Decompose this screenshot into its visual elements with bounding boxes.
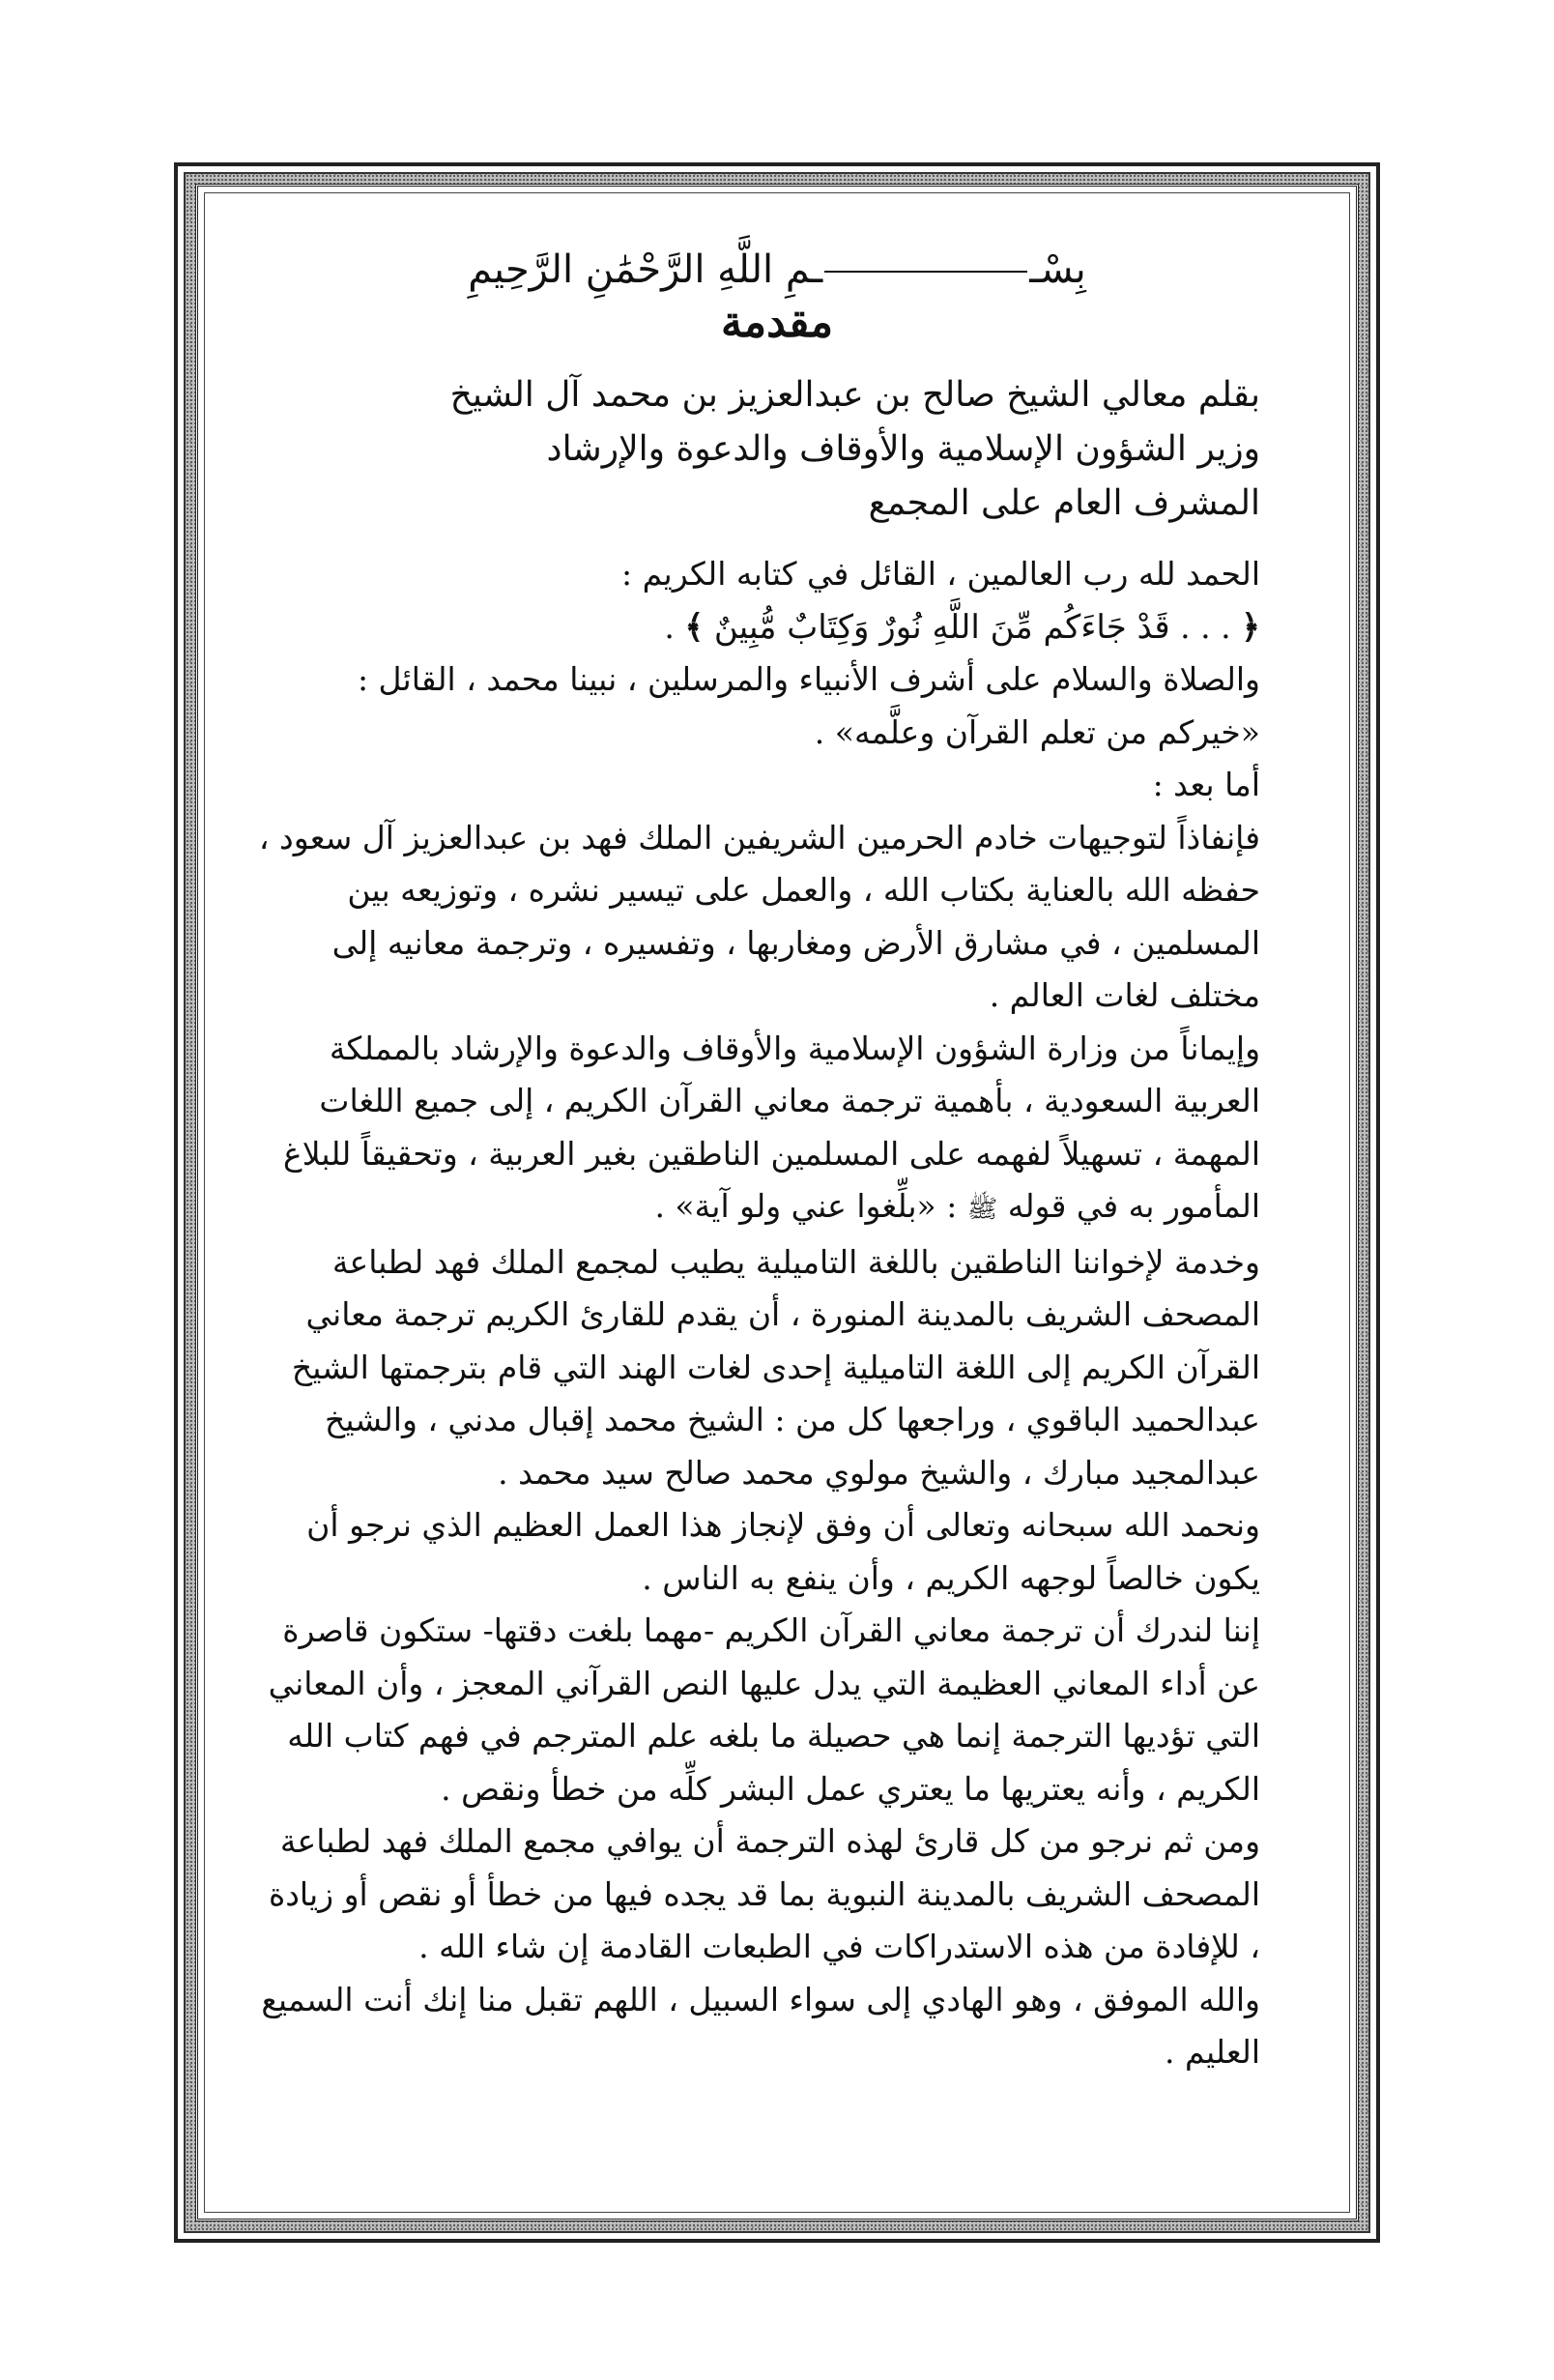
- verse-text: قَدْ جَاءَكُم مِّنَ اللَّهِ نُورٌ وَكِتَابٌ مُّبِينٌ: [713, 607, 1170, 647]
- basmala-divider-line: [824, 271, 1027, 273]
- verse-close-brace: ﴾: [684, 607, 705, 647]
- verse-period: .: [664, 607, 675, 646]
- verse-open-brace: ﴿: [1241, 607, 1260, 647]
- basmala-end: ـمِ اللَّهِ الرَّحْمَٰنِ الرَّحِيمِ: [468, 247, 823, 292]
- verse-ellipsis: . . .: [1180, 607, 1231, 646]
- paragraph-5: إننا لندرك أن ترجمة معاني القرآن الكريم -مهما بلغت دقتها- ستكون قاصرة عن أداء المعاني العظيمة التي يدل عليها النص القرآني المعجز ، وأن المعاني التي تؤديها الترجمة إنما هي حصيلة ما بلغه علم المترجم في فهم كتاب الله الكريم ، وأنه يعتريها ما يعتري عمل البشر كلِّه من خطأ ونقص .: [268, 1611, 1260, 1808]
- body-text: [255, 548, 1299, 2079]
- paragraph-3: وخدمة لإخواننا الناطقين باللغة التاميلية يطيب لمجمع الملك فهد لطباعة المصحف الشريف بالمدينة المنورة ، أن يقدم للقارئ الكريم ترجمة معاني القرآن الكريم إلى اللغة التاميلية إحدى لغات الهند التي قام بترجمتها الشيخ عبدالحميد الباقوي ، وراجعها كل من : الشيخ محمد إقبال مدني ، والشيخ عبدالمجيد مبارك ، والشيخ مولوي محمد صالح سيد محمد .: [291, 1242, 1260, 1492]
- paragraph-2: [255, 1023, 1299, 1236]
- amma-baad: أما بعد :: [1152, 766, 1260, 803]
- page-content: [204, 192, 1350, 2213]
- paragraph-2-text: وإيماناً من وزارة الشؤون الإسلامية والأوقاف والدعوة والإرشاد بالمملكة العربية السعودية ، بأهمية ترجمة معاني القرآن الكريم ، إلى جميع اللغات المهمة ، تسهيلاً لفهمه على المسلمين الناطقين بغير العربية ، وتحقيقاً للبلاغ المأمور به في قوله: [283, 1029, 1260, 1225]
- salutation-glyph: ﷺ: [966, 1195, 998, 1224]
- hadith-balligho: : «بلِّغوا عني ولو آية» .: [654, 1187, 958, 1225]
- author-line: المشرف العام على المجمع: [868, 483, 1260, 523]
- paragraph-6: ومن ثم نرجو من كل قارئ لهذه الترجمة أن يوافي مجمع الملك فهد لطباعة المصحف الشريف بالمدينة النبوية بما قد يجده فيها من خطأ أو نقص أو زيادة ، للإفادة من هذه الاستدراكات في الطبعات القادمة إن شاء الله .: [268, 1822, 1260, 1965]
- page-title: مقدمة: [720, 298, 834, 347]
- ornamental-frame: [174, 162, 1380, 2243]
- basmala-start: بِسْـ: [1029, 247, 1086, 292]
- closing-prayer: والله الموفق ، وهو الهادي إلى سواء السبيل ، اللهم تقبل منا إنك أنت السميع العليم .: [261, 1980, 1260, 2071]
- praise-intro: الحمد لله رب العالمين ، القائل في كتابه الكريم :: [620, 555, 1260, 593]
- salat-line: والصلاة والسلام على أشرف الأنبياء والمرسلين ، نبينا محمد ، القائل :: [357, 660, 1260, 698]
- paragraph-4: ونحمد الله سبحانه وتعالى أن وفق لإنجاز هذا العمل العظيم الذي نرجو أن يكون خالصاً لوجهه الكريم ، وأن ينفع به الناس .: [306, 1506, 1260, 1597]
- author-line: وزير الشؤون الإسلامية والأوقاف والدعوة والإرشاد: [546, 429, 1260, 469]
- basmala: [255, 247, 1299, 292]
- hadith-quote: «خيركم من تعلم القرآن وعلَّمه» .: [814, 712, 1260, 751]
- frame-border-band: [184, 172, 1370, 2233]
- author-line: بقلم معالي الشيخ صالح بن عبدالعزيز بن محمد آل الشيخ: [449, 375, 1260, 415]
- author-block: [255, 368, 1299, 531]
- quran-verse: [255, 601, 1299, 654]
- paragraph-1: فإنفاذاً لتوجيهات خادم الحرمين الشريفين الملك فهد بن عبدالعزيز آل سعود ، حفظه الله بالعناية بكتاب الله ، والعمل على تيسير نشره ، وتوزيعه بين المسلمين ، في مشارق الأرض ومغاربها ، وتفسيره ، وترجمة معانيه إلى مختلف لغات العالم .: [258, 818, 1260, 1014]
- frame-inner-border: [195, 184, 1359, 2221]
